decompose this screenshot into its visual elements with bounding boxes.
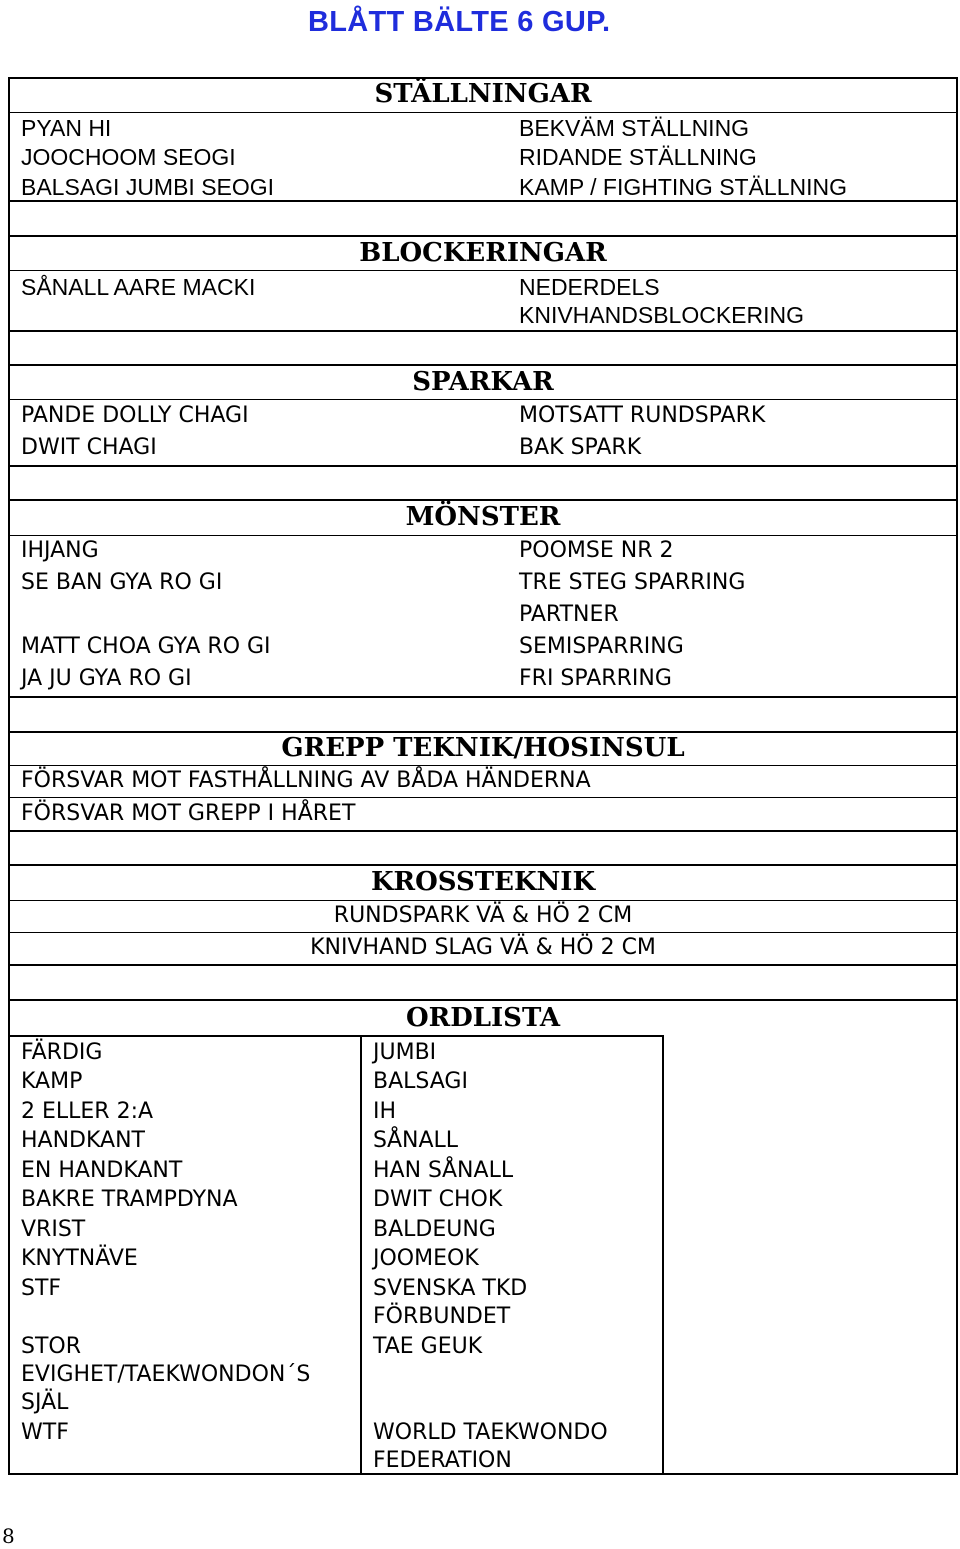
section-divider xyxy=(8,830,958,832)
stance-right-3: KAMP / FIGHTING STÄLLNING xyxy=(519,174,848,200)
pattern-left-4: JA JU GYA RO GI xyxy=(21,666,192,691)
pattern-right-2: TRE STEG SPARRING xyxy=(519,570,746,595)
row-divider xyxy=(10,932,956,933)
page-title: BLÅTT BÄLTE 6 GUP. xyxy=(308,6,611,38)
glossary-swedish-12: SJÄL xyxy=(21,1390,69,1415)
glossary-korean-8: JOOMEOK xyxy=(373,1246,479,1271)
glossary-swedish-11: EVIGHET/TAEKWONDON´S xyxy=(21,1362,311,1387)
glossary-swedish-5: EN HANDKANT xyxy=(21,1158,183,1183)
glossary-korean-2: BALSAGI xyxy=(373,1069,468,1094)
row-divider xyxy=(10,900,956,901)
glossary-swedish-2: KAMP xyxy=(21,1069,83,1094)
glossary-header-divider xyxy=(8,1035,664,1037)
section-divider xyxy=(8,964,958,966)
glossary-korean-1: JUMBI xyxy=(373,1040,437,1065)
stance-right-2: RIDANDE STÄLLNING xyxy=(519,144,757,170)
glossary-korean-6: DWIT CHOK xyxy=(373,1187,503,1212)
section-divider xyxy=(8,465,958,467)
pattern-left-3: MATT CHOA GYA RO GI xyxy=(21,634,271,659)
section-heading-blockeringar: BLOCKERINGAR xyxy=(359,238,607,268)
grip-defense-1: FÖRSVAR MOT FASTHÅLLNING AV BÅDA HÄNDERNA xyxy=(21,768,591,793)
glossary-swedish-4: HANDKANT xyxy=(21,1128,145,1153)
glossary-korean-4: SÅNALL xyxy=(373,1128,459,1153)
grip-defense-2: FÖRSVAR MOT GREPP I HÅRET xyxy=(21,801,356,826)
pattern-right-3: PARTNER xyxy=(519,602,619,627)
row-divider xyxy=(10,270,956,271)
section-heading-stallningar: STÄLLNINGAR xyxy=(374,79,592,109)
glossary-korean-9: SVENSKA TKD xyxy=(373,1276,528,1301)
breaking-technique-2: KNIVHAND SLAG VÄ & HÖ 2 CM xyxy=(310,935,656,960)
pattern-right-5: FRI SPARRING xyxy=(519,666,672,691)
breaking-technique-1: RUNDSPARK VÄ & HÖ 2 CM xyxy=(333,903,633,928)
block-right-2: KNIVHANDSBLOCKERING xyxy=(519,302,805,328)
glossary-korean-3: IH xyxy=(373,1099,397,1124)
glossary-korean-7: BALDEUNG xyxy=(373,1217,496,1242)
kick-right-1: MOTSATT RUNDSPARK xyxy=(519,403,766,428)
pattern-right-4: SEMISPARRING xyxy=(519,634,684,659)
block-left-1: SÅNALL AARE MACKI xyxy=(21,274,256,300)
glossary-swedish-13: WTF xyxy=(21,1420,69,1445)
section-divider xyxy=(8,364,958,366)
section-divider xyxy=(8,999,958,1001)
section-heading-ordlista: ORDLISTA xyxy=(405,1003,561,1033)
glossary-swedish-10: STOR xyxy=(21,1334,82,1359)
pattern-left-2: SE BAN GYA RO GI xyxy=(21,570,223,595)
glossary-swedish-3: 2 ELLER 2:A xyxy=(21,1099,154,1124)
row-divider xyxy=(10,112,956,113)
glossary-swedish-9: STF xyxy=(21,1276,62,1301)
section-heading-sparkar: SPARKAR xyxy=(412,367,554,397)
glossary-swedish-1: FÄRDIG xyxy=(21,1040,103,1065)
glossary-korean-13: FEDERATION xyxy=(373,1448,512,1473)
stance-left-1: PYAN HI xyxy=(21,115,112,141)
glossary-korean-5: HAN SÅNALL xyxy=(373,1158,514,1183)
glossary-swedish-7: VRIST xyxy=(21,1217,86,1242)
stance-right-1: BEKVÄM STÄLLNING xyxy=(519,115,750,141)
section-divider xyxy=(8,235,958,237)
glossary-swedish-6: BAKRE TRAMPDYNA xyxy=(21,1187,238,1212)
pattern-left-1: IHJANG xyxy=(21,538,99,563)
glossary-korean-11: TAE GEUK xyxy=(373,1334,483,1359)
section-divider xyxy=(8,864,958,866)
section-divider xyxy=(8,499,958,501)
row-divider xyxy=(10,797,956,798)
row-divider xyxy=(10,535,956,536)
glossary-korean-10: FÖRBUNDET xyxy=(373,1304,511,1329)
kick-left-2: DWIT CHAGI xyxy=(21,435,157,460)
section-heading-krossteknik: KROSSTEKNIK xyxy=(370,867,596,897)
glossary-korean-12: WORLD TAEKWONDO xyxy=(373,1420,608,1445)
section-heading-grepp: GREPP TEKNIK/HOSINSUL xyxy=(281,733,685,763)
pattern-right-1: POOMSE NR 2 xyxy=(519,538,674,563)
glossary-right-border xyxy=(662,1035,664,1474)
section-divider xyxy=(8,330,958,332)
section-divider xyxy=(8,696,958,698)
stance-left-2: JOOCHOOM SEOGI xyxy=(21,144,236,170)
kick-left-1: PANDE DOLLY CHAGI xyxy=(21,403,249,428)
kick-right-2: BAK SPARK xyxy=(519,435,642,460)
block-right-1: NEDERDELS xyxy=(519,274,660,300)
glossary-column-divider xyxy=(360,1035,362,1474)
section-divider xyxy=(8,200,958,202)
row-divider xyxy=(10,399,956,400)
page-number: 8 xyxy=(2,1524,15,1548)
row-divider xyxy=(10,765,956,766)
section-heading-monster: MÖNSTER xyxy=(405,502,561,532)
stance-left-3: BALSAGI JUMBI SEOGI xyxy=(21,174,275,200)
glossary-swedish-8: KNYTNÄVE xyxy=(21,1246,138,1271)
